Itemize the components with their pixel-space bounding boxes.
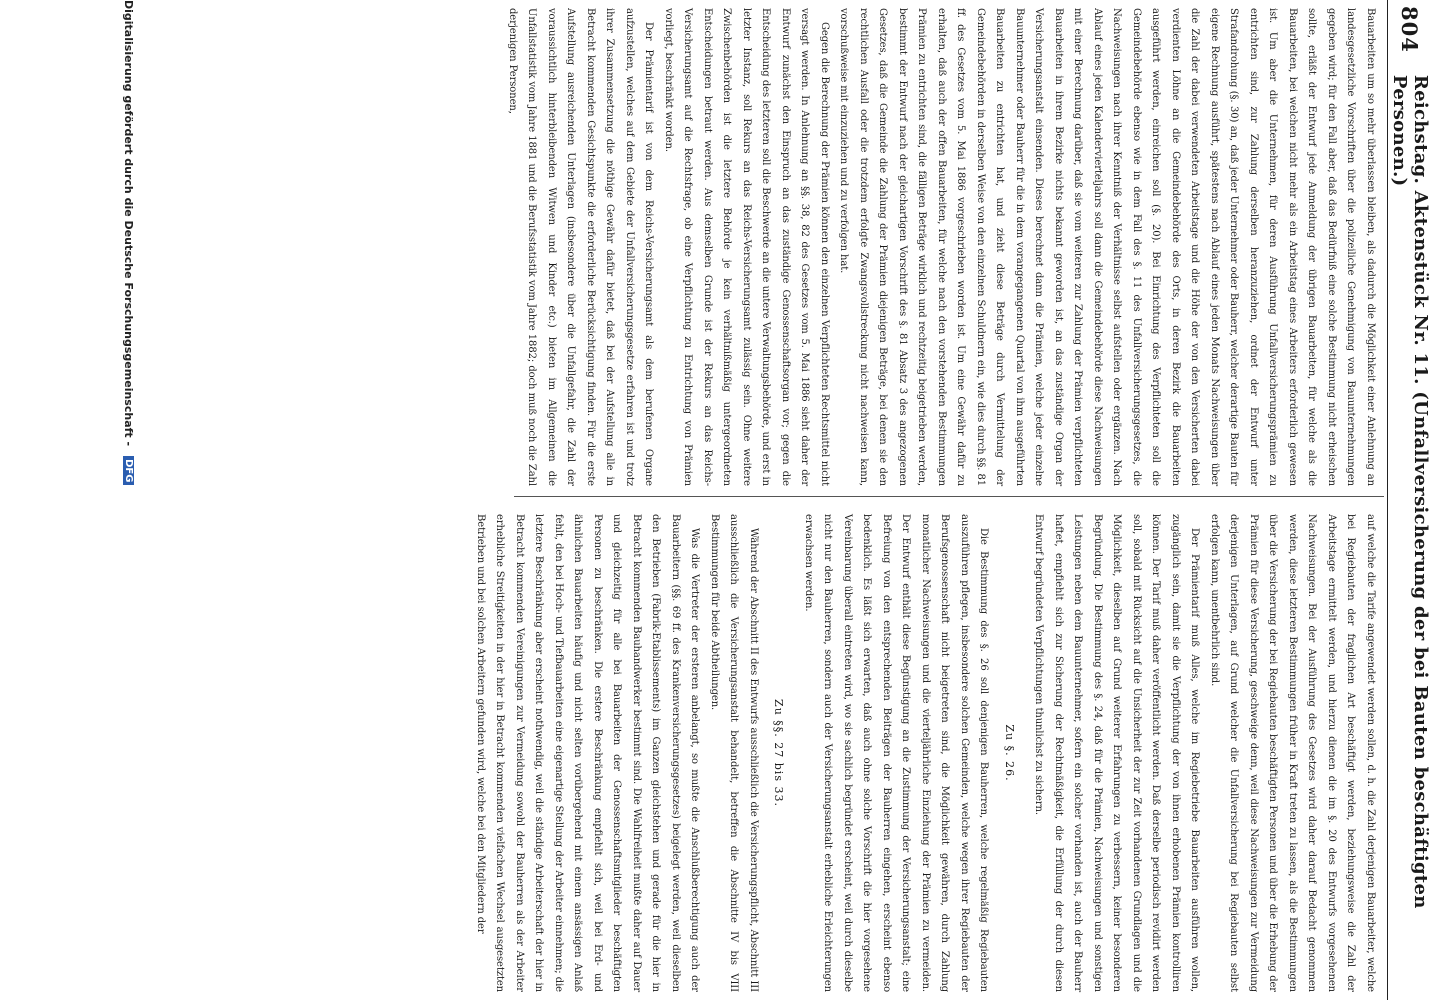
left-column (507, 8, 1380, 486)
paragraph: Während der Abschnitt II des Entwurfs ausschließlich die Versicherungspflicht, Abschnitt III ausschließlich die Versicherungsanstalt behandelt, betreffen die Abschnitte IV bis VIII Bestimmungen für beide Abtheilungen. (709, 514, 759, 992)
running-title: Reichstag. Aktenstück Nr. 11. (Unfallversicherung der bei Bauten beschäftigten Personen.) (1389, 74, 1431, 909)
section-heading: Zu §. 26. (1003, 724, 1016, 782)
digitization-footer (118, 0, 140, 1000)
paragraph: Der Prämientarif muß Alles, welche im Regiebetriebe Bauarbeiten ausführen wollen, zugänglich sein, damit sie die Verpflichtung der von ihnen erhobenen Prämien kontrolliren können. Der Tarif muß daher veröffentlicht werden. Daß derselbe periodisch revidirt werden soll, sobald mit Rücksicht auf die Unsicherheit der zur Zeit vorhandenen Grundlagen und die Möglichkeit, dieselben auf Grund weiterer Erfahrungen zu verbessern, keiner besonderen Begründung. Die Bestimmung des §. 24, daß für die Prämien, Nachweisungen und sonstigen Leistungen neben dem Bauunternehmer, sofern ein solcher vorhanden ist, auch der Bauherr haftet, empfiehlt sich zur Sicherung der Rechtmäßigkeit, die Erfüllung der durch diesen Entwurf begründeten Verpflichtungen thunlichst zu sichern. (1033, 514, 1201, 992)
paragraph: Gegen die Berechnung der Prämien können den einzelnen Verpflichteten Rechtsmittel nicht versagt werden. In Anlehnung an §§. 38, 82 des Gesetzes vom 5. Mai 1886 sieht daher der Entwurf zunächst den Einspruch an das zuständige Genossenschaftsorgan vor; gegen die Entscheidung des letzteren soll die Beschwerde an die untere Verwaltungsbehörde, und erst in letzter Instanz, soll Rekurs an das Reichs-Versicherungsamt zulässig sein. Ohne weitere Zwischenbehörden ist die letztere Behörde je kein verhältnißmäßig untergeordneten Entscheidungen betraut werden. Aus demselben Grunde ist der Rekurs an das Reichs-Versicherungsamt auf die Rechtsfrage, ob eine Verpflichtung zu Entrichtung von Prämien vorliegt, beschränkt worden. (663, 8, 830, 486)
column-divider (514, 496, 1384, 497)
footer-text: Digitalisierung gefördert durch die Deutsche Forschungsgemeinschaft - (122, 0, 136, 447)
paragraph: Was die Vertreter der ersteren anbelangt, so mußte die Anschlußberechtigung auch der Bauarbeitern (§§. 69 ff. des Krankenversicherungsgesetzes) beigelegt werden, weil dieselben den Betrieben (Fabrik-Etablissements) im Ganzen gleichstehen und gerade für die hier in Betracht kommenden Bauhandwerker bestimmt sind. Die Wahlfreiheit mußte daher auf Dauer und gleichzeitig für alle bei Bauarbeiten der Genossenschaftsmitglieder beschäftigten Personen zu beschränken. Die erstere Beschränkung empfiehlt sich, weil bei Erd- und ähnlichen Bauarbeiten häufig und nicht selten vorübergehend mit einem ansässigen Anlaß fehlt, den bei Hoch- und Tiefbauarbeiten eine eigenartige Stellung der Arbeiter einnehmen; die letztere Beschränkung aber erscheint nothwendig, weil die ständige Arbeiterschaft der hier in Betracht kommenden Vereinigungen zur Vermeidung sowohl der Bauherren als der Arbeiter erhebliche Streitigkeiten in der hier in Betracht kommenden vielfachen Wechsel ausgesetzten Betrieben und bei solchen Arbeitern gefunden wird, welche bei den Mitgliedern der (475, 514, 701, 992)
paragraph: auf welche die Tarife angewendet werden sollen, d. h. die Zahl derjenigen Bauarbeiter, welche bei Regiebauten der fraglichen Art beschäftigt werden, beziehungsweise die Zahl der Arbeitstage ermittelt werden, und hierzu dienen die im §. 20 des Entwurfs vorgesehenen Nachweisungen. Bei der Ausführung des Gesetzes wird daher darauf Bedacht genommen werden, diese letzteren Bestimmungen früher in Kraft treten zu lassen, als die Bestimmungen über die Versicherung der bei Regiebauten beschäftigten Personen und über die Erhebung der Prämien für diese Versicherung, geschweige denn, weil diese Nachweisungen zur Vermeidung derjenigen Unterlagen, auf Grund welcher die Unfallversicherung bei Regiebauten selbst erfolgen kann, unentbehrlich sind. (1209, 514, 1376, 992)
paragraph: Die Bestimmung des §. 26 soll denjenigen Bauherren, welche regelmäßig Regiebauten auszuführen pflegen, insbesondere solchen Gemeinden, welche wegen ihrer Regiebauten der Berufsgenossenschaft nicht beigetreten sind, die Möglichkeit gewähren, durch Zahlung monatlicher Nachweisungen und die vierteljährliche Einziehung der Prämien zu vermeiden. Der Entwurf enthält diese Begünstigung an die Zustimmung der Versicherungsanstalt; eine Befreiung von den entsprechenden Beiträgen der Bauherren eingehen, erscheint ebenso bedenklich. Es läßt sich erwarten, daß auch ohne solche Vorschrift die hier vorgesehene Vereinbarung überall eintreten wird, wo sie sachlich begründet erscheint, weil durch dieselbe nicht nur den Bauherren, sondern auch der Versicherungsanstalt erhebliche Erleichterungen erwachsen werden. (803, 514, 990, 992)
page-number: 804 (1397, 6, 1423, 53)
section-heading: Zu §§. 27 bis 33. (772, 699, 786, 807)
dfg-logo: DFG (124, 456, 135, 485)
rotated-document-page (112, 0, 1432, 1000)
page-header (1387, 0, 1432, 1000)
paragraph: Bauarbeiten um so mehr überlassen bleiben, als dadurch die Möglichkeit einer Anlehnung an landesgesetzliche Vorschriften über die polizeiliche Genehmigung von Bauunternehmungen gegeben wird; für den Fall aber, daß das Bedürfniß eine solche Bestimmung nicht erheischen sollte, erläßt der Entwurf jede Anmeldung der übrigen Bauarbeiten, für welche als die Bauarbeiten, bei welchen nicht mehr als ein Arbeitstag eines Arbeiters erforderlich gewesen ist. Um aber die Unternehmen, für deren Ausführung Unfallversicherungsprämien zu entrichten sind, zur Zahlung derselben heranzuziehen, ordnet der Entwurf unter Strafandrohung (§. 30) an, daß jeder Unternehmer oder Bauherr, welcher derartige Bauten für eigene Rechnung ausführt, spätestens nach Ablauf eines jeden Monats Nachweisungen über die Zahl der dabei verwendeten Arbeitstage und die Höhe der von den Versicherten dabei verdienten Löhne an die Gemeindebehörde des Orts, in deren Bezirk die Bauarbeiten ausgeführt werden, einreichen soll (§. 20). Bei Einrichtung des Verpflichteten soll die Gemeindebehörde ebenso wie in dem Fall des §. 11 des Unfallversicherungsgesetzes, die Nachweisungen nach ihrer Kenntniß der Verhältnisse selbst aufstellen oder ergänzen. Nach Ablauf eines jeden Kalendervierteljahrs soll dann die Gemeindebehörde diese Nachweisungen mit einer Berechnung darüber, daß sie vom weiteren zur Zahlung der Prämien verpflichteten Bauarbeiten in ihrem Bezirke nichts bekannt geworden ist, an das zuständige Organ der Versicherungsanstalt einsenden. Dieses berechnet dann die Prämien, welche jeder einzelne Bauunternehmer oder Bauherr für die in dem vorangegangenen Quartal von ihm ausgeführten Bauarbeiten zu entrichten hat, und zieht diese Beträge durch Vermittelung der Gemeindebehörden in derselben Weise von den einzelnen Schuldnern ein, wie dies durch §§. 81 ff. des Gesetzes vom 5. Mai 1886 vorgeschrieben worden ist. Um eine Gewähr dafür zu erhalten, daß auch der offen Bauarbeiten, für welche nach den vorstehenden Bestimmungen Prämien zu entrichten sind, die fälligen Beträge wirklich und rechtzeitig beigetrieben werden, bestimmt der Entwurf nach der gleichartigen Vorschrift des §. 81 Absatz 3 des angezogenen Gesetzes, daß die Gemeinde die Zahlung der Prämien diejenigen Beträge, bei denen sie den rechtlichen Ausfall oder die trotzdem erfolgte Zwangsvollstreckung nicht nachweisen kann, vorschußweise mit einzuziehen und zu verfolgen hat. (838, 8, 1376, 486)
paragraph: Der Prämientarif ist von dem Reichs-Versicherungsamt als dem berufenen Organe aufzustellen, welches auf dem Gebiete der Unfallversicherungsgesetze erfahren ist und trotz ihrer Zusammensetzung die nöthige Gewähr dafür bietet, daß bei der Aufstellung alle in Betracht kommenden Gesichtspunkte die erforderliche Berücksichtigung finden. Für die erste Aufstellung ausreichenden Unterlagen (insbesondere über die Unfallgefahr, die Zahl der voraussichtlich hinterbleibenden Witwen und Kinder etc.) bieten im Allgemeinen die Unfallstatistik vom Jahre 1881 und die Berufsstatistik vom Jahre 1882; doch muß noch die Zahl derjenigen Personen, (507, 8, 655, 486)
right-column (475, 514, 1380, 992)
